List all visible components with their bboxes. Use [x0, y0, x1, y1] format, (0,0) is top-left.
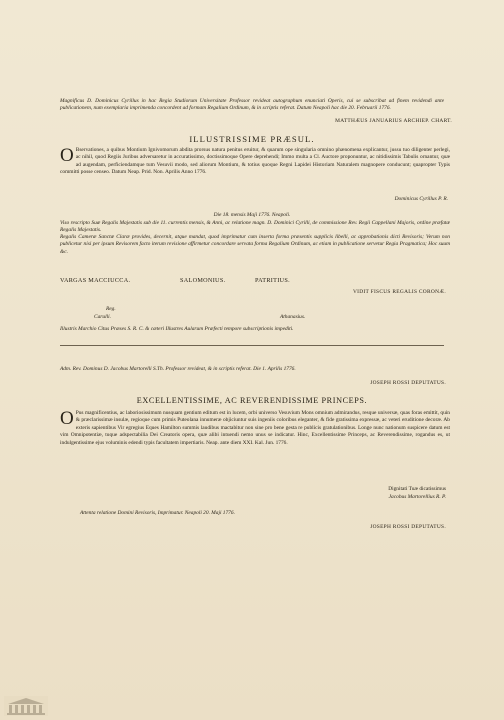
divider-rule [60, 345, 444, 346]
adm-signature: JOSEPH ROSSI DEPUTATUS. [370, 380, 446, 386]
intro-paragraph: Magnificus D. Dominicus Cyrillus in hac Regia Studiorum Universitate Professor revideat autographum enunciati Operis, cui se subscribat ad finem revidendi ante publicationem, num exemplaria imprimenda concordent ad formam Regalium Ordinum, & in scriptis referat. Datum Neapoli hac die 20. Februarii 1776. [60, 98, 444, 112]
paragraph-observationes [60, 147, 450, 177]
footer-bar [0, 690, 504, 720]
paragraph-opus-text: Pus magnificentius, ac laboriosissimum nusquam gentium editum est in lucem, orbi universo Vesuvium Mons omnium admirandus, resque universæ, quas foras emittit, quin & præclarissimæ insulæ, regioque cum primis Puteolana innumeræ objiciuntur suis ingeniis coloribus eleganter, & fide gratissima expressæ, ac veteri eruditione decoræ. Ab exteris sapientibus Vir egregius Eques Hamilton summis laudibus mactabitur non sine pro bene gesta re publicis gratulationibus. Longe nunc nationum suspicere datum est vim Omnipotentiæ, tuque adspectabilia Dei Creatoris opera, quæ alibi intuendi nemo unus se indicatur. Hinc, Excellentissime Princeps, ac Reverendissime, rogandus es, ut indulgentissime ejus voluminis edendi typis facultatem impertiaris. Neap. ante diem XXI. Kal. Jun. 1776. [60, 410, 450, 446]
intro-signature: MATTHÆUS JANUARIUS ARCHIEP. CHART. [335, 118, 452, 124]
decree-paragraph-2: Regalis Cameræ Sanctæ Claræ provides, decernit, atque mandat, quod imprimatur cum inserta forma præsentis supplicis libelli, ac approbationis dicti Revisoris; Verum non publicetur nisi per ipsum Revisorem facto iterum revisione affirmetur concordare servata forma Regalium Ordinum, ac etiam in publicatione servetur Regia Pragmatica; Hoc suum &c. [60, 234, 450, 255]
final-signature: JOSEPH ROSSI DEPUTATUS. [370, 524, 446, 530]
signer-salomonius: SALOMONIUS. [180, 277, 226, 284]
date-line: Die 18. mensis Maji 1776. Neapoli. [213, 212, 291, 218]
decree-paragraph: Viso rescripto Suæ Regalis Majestatis sub die 11. currentis mensis, & Anni, ac relatione magn. D. Dominici Cyrilli, de commissione Rev. Regii Cappellani Majoris, ordine præfatæ Regalis Majestatis. [60, 220, 450, 234]
heading-excellentissime: EXCELLENTISSIME, AC REVERENDISSIME PRINCEPS. [136, 396, 368, 405]
signature-martorellius: Jacobus Martorellius R. P. [388, 494, 446, 500]
athanasius-label: Athanasius. [280, 314, 306, 320]
library-logo-icon [4, 696, 48, 716]
paragraph-opus [60, 410, 450, 447]
adm-paragraph: Adm. Rev. Dominus D. Jacobus Martorelli S.Th. Professor revideat, & in scriptis referat. Die 1. Aprilis 1776. [60, 366, 296, 372]
vidit-fiscus: VIDIT FISCUS REGALIS CORONÆ. [352, 289, 446, 295]
paragraph-observationes-text: Bservationes, a quibus Montium Ignivomorum abdita prorsus natura penitus eruitur, & quarum ope singularia omnino phænomena explicantur, jussu tuo diligenter perlegi, ac nihil, quod Regiis Juribus adversaretur in accuratissimo, doctissimoque Opere deprehendi; Immo multa a Cl. Auctore proponuntur, ac nitidissimis Tabulis ornantur, quæ ad augendam, perficiendamque tum Vesuvii modo, sed aliorum Montium, & totius quoque Regni Lapidei Historiam Naturalem magnopere conducunt; quapropter Typis committi posse censeo. Datum Neap. Prid. Non. Aprilis Anno 1776. [60, 147, 450, 176]
illustris-paragraph: Illustris Marchio Citus Præses S. R. C. & cæteri Illustres Aularum Præfecti tempore subscriptionis impediti. [60, 326, 294, 332]
signer-vargas: VARGAS MACCIUCCA. [60, 277, 131, 284]
signer-patritius: PATRITIUS. [255, 277, 290, 284]
signature-cyrillus: Dominicus Cyrillus P. R. [394, 196, 448, 202]
reg-label: Reg. [106, 306, 116, 312]
heading-illustrissime: ILLUSTRISSIME PRÆSUL. [189, 134, 315, 144]
dropcap-o: O [60, 145, 74, 166]
attenta-line: Attenta relatione Domini Revisoris, Imprimatur. Neapoli 20. Maji 1776. [80, 510, 235, 516]
dropcap-o-2: O [60, 408, 74, 429]
carulli-label: Carulli. [94, 314, 111, 320]
signature-dignitati: Dignitati Tuæ dicatissimus [388, 486, 446, 492]
